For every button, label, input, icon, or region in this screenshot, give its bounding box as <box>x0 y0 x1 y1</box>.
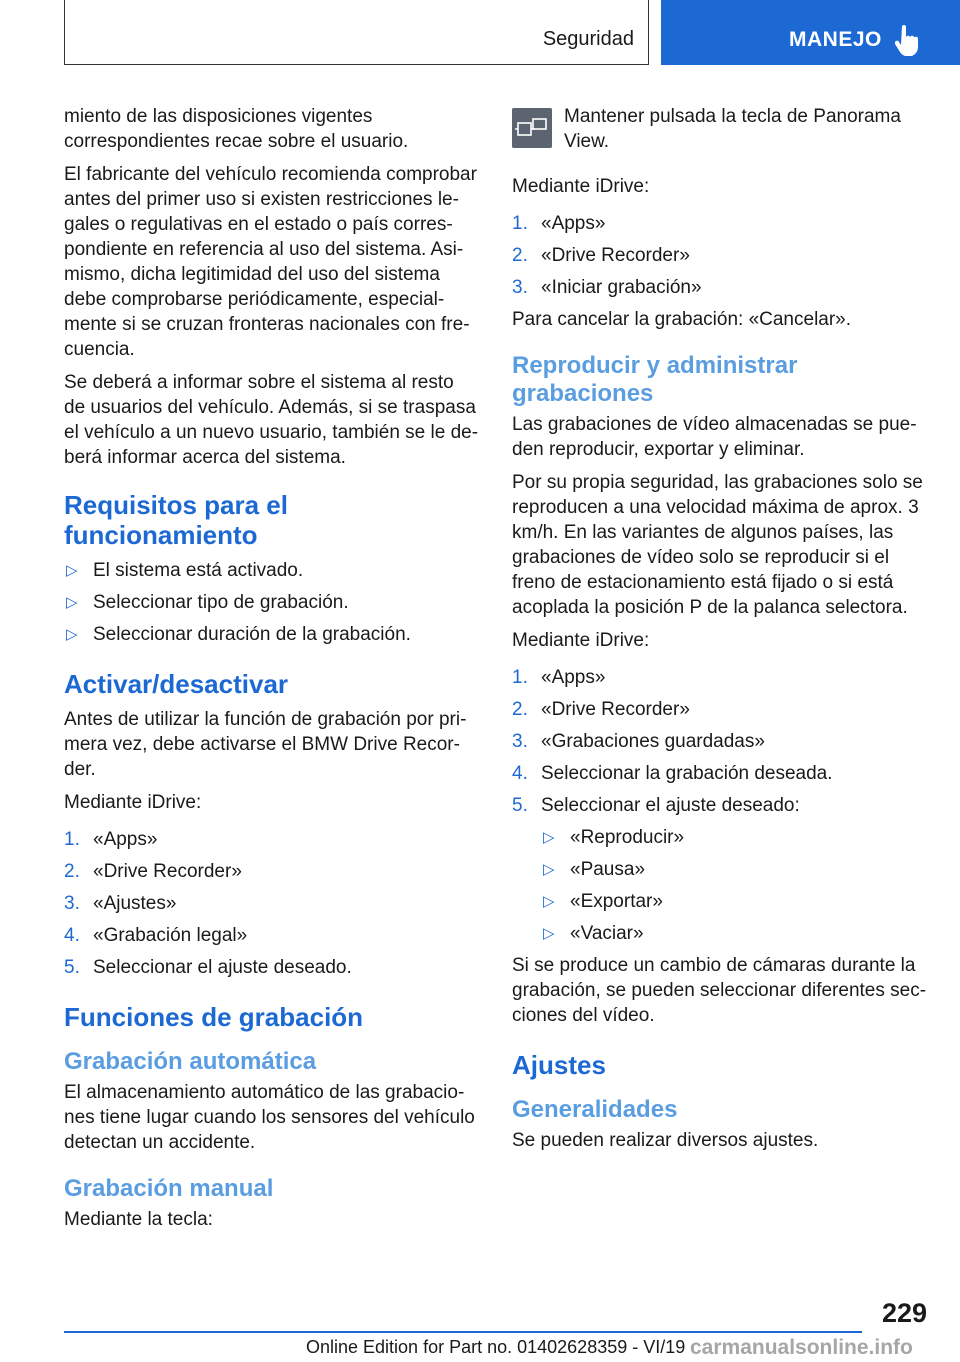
paragraph-playback-2: Por su propia seguridad, las grabaciones solo se reproducen a una velocidad máxima de aprox. 3 km/h. En las variantes de algunos países, las grabaciones de vídeo solo se reproducir si el freno de estacionamiento está fijado o si está acoplada la posición P de la palanca selectora. <box>512 472 923 618</box>
key-instruction <box>512 104 928 160</box>
paragraph-inform: Se deberá a informar sobre el sistema al resto de usuarios del vehículo. Además, si se traspasa el vehículo a un nuevo usuario, también se le deberá informar acerca del sistema. <box>64 372 479 468</box>
paragraph-via-idrive: Mediante iDrive: <box>512 630 650 651</box>
heading-activate: Activar/desactivar <box>64 669 289 699</box>
paragraph-activate: Antes de utilizar la función de grabación por primera vez, debe activarse el BMW Drive Recorder. <box>64 709 467 780</box>
header-section-box <box>64 0 649 65</box>
list-item: ▷ El sistema está activado. <box>66 560 304 581</box>
list-item: 1. «Apps» <box>512 667 606 688</box>
list-item: 4. «Grabación legal» <box>64 925 248 946</box>
list-item: 3. «Iniciar grabación» <box>512 277 702 298</box>
triangle-bullet-icon: ▷ <box>543 925 555 942</box>
list-item: 1. «Apps» <box>64 829 158 850</box>
triangle-bullet-icon: ▷ <box>543 893 555 910</box>
list-item: 5. Seleccionar el ajuste deseado. <box>64 957 352 978</box>
header-chapter-tab <box>661 0 960 65</box>
paragraph-manufacturer: El fabricante del vehículo recomienda comprobar antes del primer uso si existen restricciones legales o regulativas en el estado o país correspondiente en referencia al uso del sistema. Asimismo, dicha legitimidad del uso del sistema debe comprobarse periódicamente, especialmente si se cruzan fronteras nacionales con frecuencia. <box>64 164 477 360</box>
list-item: 3. «Ajustes» <box>64 893 177 914</box>
heading-general: Generalidades <box>512 1096 678 1123</box>
list-item: ▷ «Reproducir» <box>543 827 685 848</box>
list-item: ▷ «Pausa» <box>543 859 646 880</box>
triangle-bullet-icon: ▷ <box>66 626 78 643</box>
list-item: 5. Seleccionar el ajuste deseado: <box>512 795 800 816</box>
triangle-bullet-icon: ▷ <box>66 562 78 579</box>
panorama-view-key-icon <box>512 108 552 148</box>
paragraph-via-idrive: Mediante iDrive: <box>512 176 650 197</box>
list-item: ▷ Seleccionar tipo de grabación. <box>66 592 349 613</box>
header-section-title: Seguridad <box>542 28 634 50</box>
heading-requirements: Requisitos para el funcionamiento <box>64 490 288 550</box>
footer-divider <box>64 1331 862 1333</box>
paragraph-manual: Mediante la tecla: <box>64 1209 213 1230</box>
right-column <box>512 104 928 1161</box>
watermark: carmanualsonline.info <box>690 1336 913 1359</box>
paragraph-intro: miento de las disposiciones vigentes correspondientes recae sobre el usuario. <box>64 106 409 152</box>
list-item: 3. «Grabaciones guardadas» <box>512 731 765 752</box>
list-item: ▷ Seleccionar duración de la grabación. <box>66 624 411 645</box>
key-text: Mantener pulsada la tecla de Panorama View. <box>564 106 901 152</box>
list-item: ▷ «Vaciar» <box>543 923 644 944</box>
paragraph-cancel: Para cancelar la grabación: «Cancelar». <box>512 309 852 330</box>
playback-options <box>541 825 928 946</box>
heading-functions: Funciones de grabación <box>64 1002 364 1032</box>
list-item: 2. «Drive Recorder» <box>512 699 690 720</box>
list-item: ▷ «Exportar» <box>543 891 663 912</box>
triangle-bullet-icon: ▷ <box>543 861 555 878</box>
heading-playback: Reproducir y administrar grabaciones <box>512 352 798 407</box>
header-chapter-title: MANEJO <box>789 28 882 51</box>
paragraph-camera-change: Si se produce un cambio de cámaras durante la grabación, se pueden seleccionar diferentes secciones del vídeo. <box>512 955 927 1026</box>
heading-auto-recording: Grabación automática <box>64 1048 317 1075</box>
requirements-list <box>64 558 480 647</box>
list-item: 4. Seleccionar la grabación deseada. <box>512 763 833 784</box>
paragraph-via-idrive: Mediante iDrive: <box>64 792 202 813</box>
list-item: 2. «Drive Recorder» <box>512 245 690 266</box>
triangle-bullet-icon: ▷ <box>66 594 78 611</box>
heading-settings: Ajustes <box>512 1050 606 1080</box>
page-number: 229 <box>881 1298 927 1328</box>
list-item: 1. «Apps» <box>512 213 606 234</box>
footer-edition: Online Edition for Part no. 01402628359 - VI/19 <box>306 1337 686 1357</box>
heading-manual-recording: Grabación manual <box>64 1175 274 1202</box>
activate-steps <box>64 827 480 980</box>
start-steps <box>512 211 928 300</box>
paragraph-general: Se pueden realizar diversos ajustes. <box>512 1130 819 1151</box>
left-column <box>64 104 480 1240</box>
list-item: 2. «Drive Recorder» <box>64 861 242 882</box>
hand-pointer-icon <box>895 24 921 56</box>
paragraph-auto: El almacenamiento automático de las grabaciones tiene lugar cuando los sensores del vehículo detectan un accidente. <box>64 1082 475 1153</box>
paragraph-playback-1: Las grabaciones de vídeo almacenadas se pueden reproducir, exportar y eliminar. <box>512 414 917 460</box>
triangle-bullet-icon: ▷ <box>543 829 555 846</box>
playback-steps <box>512 665 928 818</box>
